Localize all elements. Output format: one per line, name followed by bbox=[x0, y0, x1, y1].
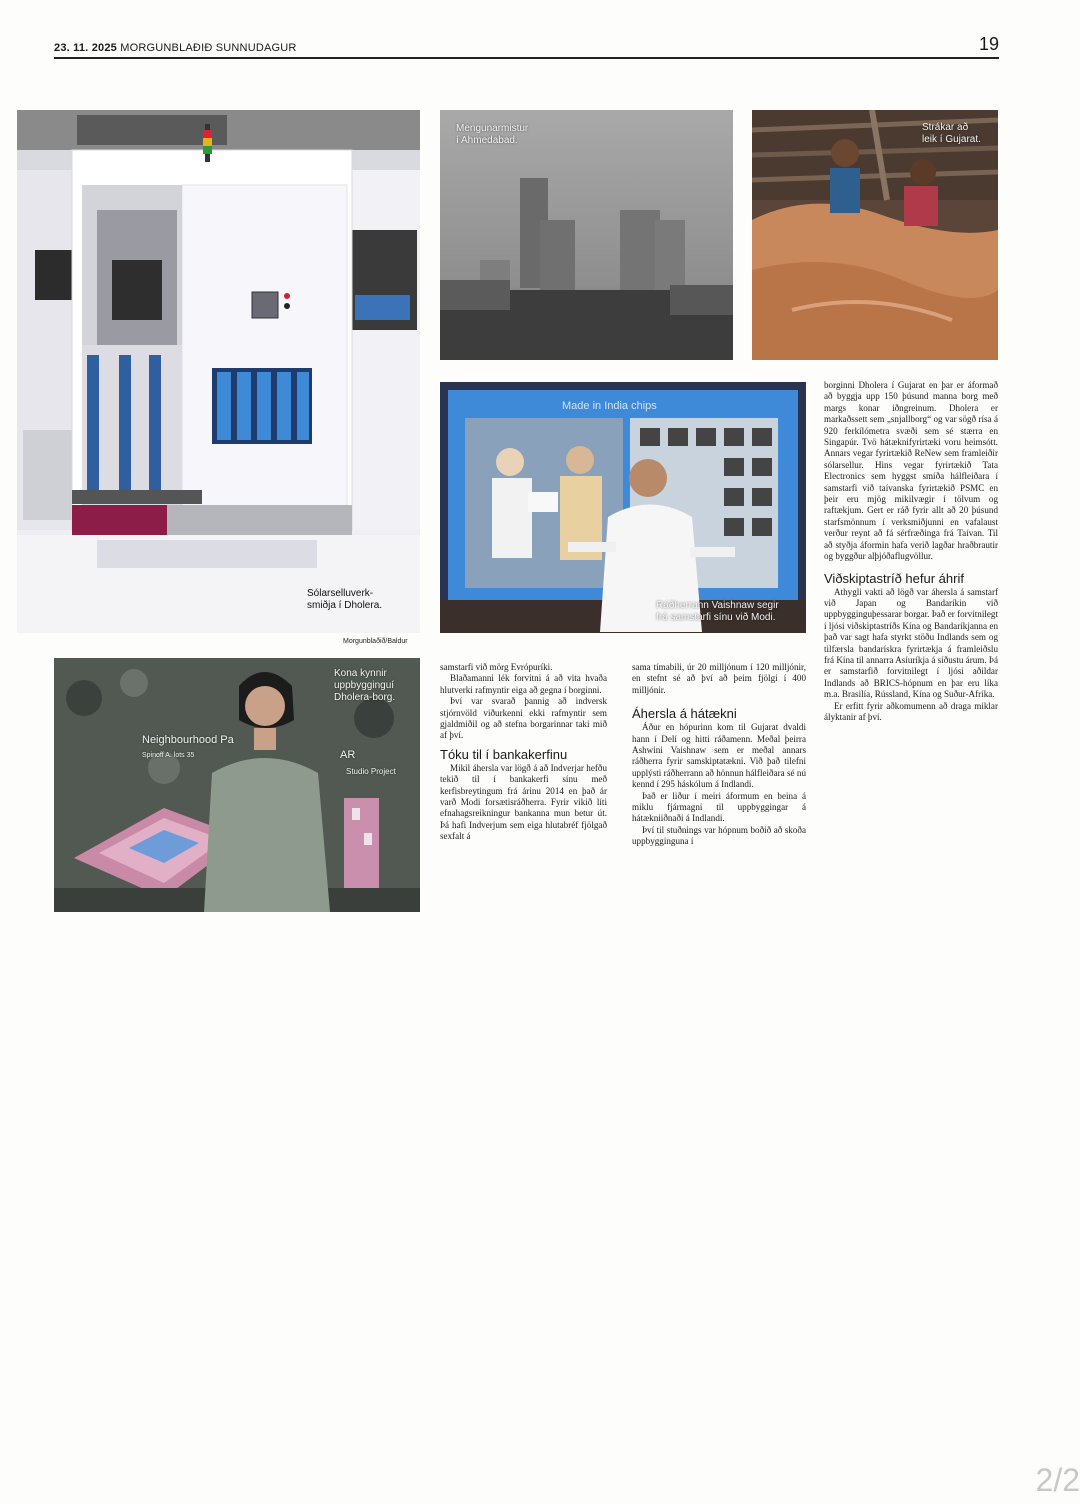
factory-caption-line1: Sólarselluverk- bbox=[307, 588, 374, 599]
minister-caption-line2: frá samstarfi sínu við Modi. bbox=[656, 612, 776, 623]
header-rule bbox=[54, 57, 999, 59]
city-caption-line2: í Ahmedabad. bbox=[456, 135, 518, 146]
woman-caption-line2: uppbygginguí bbox=[334, 680, 395, 691]
children-caption-line2: leik í Gujarat. bbox=[922, 134, 981, 145]
article-paragraph: Því til stuðnings var hópnum boðið að skoða uppbygginguna í bbox=[632, 824, 806, 847]
woman-board-subtitle: Spinoff A. lots 35 bbox=[142, 752, 195, 759]
header-date: 23. 11. 2025 bbox=[54, 42, 117, 54]
woman-caption-line1: Kona kynnir bbox=[334, 668, 387, 679]
article-paragraph: Því var svarað þannig að indversk stjórnvöld viðurkenni ekki rafmyntir sem gjaldmiðil og að stefna borgarinnar taki mið af því. bbox=[440, 696, 607, 741]
article-paragraph: Áður en hópurinn kom til Gujarat dvaldi hann í Delí og hitti ráðamenn. Meðal þeirra Ashwini Vaishnaw sem er meðal annars ráðherra fyrir samskiptatækni. Við það tilefni upplýsti ráðherrann að hönnun hálfleiðara sé nú kennd í 295 háskólum á Indlandi. bbox=[632, 722, 806, 790]
article-paragraph: Blaðamanni lék forvitni á að vita hvaða hlutverki rafmyntir eiga að gegna í borginni. bbox=[440, 673, 607, 695]
article-paragraph: Það er liður í meiri áformum en beina á miklu fjármagni til uppbyggingar á hátækniiðnaði á Indlandi. bbox=[632, 790, 806, 824]
heading-hataekni: Áhersla á hátækni bbox=[632, 706, 737, 722]
article-paragraph: samstarfi við mörg Evrópuríki. bbox=[440, 662, 553, 672]
factory-caption bbox=[307, 588, 417, 612]
woman-board-right2: Studio Project bbox=[346, 767, 396, 776]
header-publication: MORGUNBLAÐIÐ SUNNUDAGUR bbox=[120, 42, 297, 54]
article-paragraph: Athygli vakti að lögð var áhersla á samstarf við Japan og Bandaríkin við uppbygginguþessarar borgar. Það er forvitnilegt í ljósi viðskiptastríðs Kína og Bandaríkjanna en það var sagt hafa styrkt stöðu Indlands sem og tilfærsla bandarískra fyrirtækja á framleiðslu frá Kína til annarra Asíuríkja á síðustu árum. Þá er samstarfið forvitnilegt í ljósi aðildar Indlands að BRICS-hópnum en þar eru líka m.a. Brasilía, Rússland, Kína og Suður-Afríka. bbox=[824, 586, 998, 700]
city-illustration bbox=[440, 110, 733, 360]
article-paragraph: Mikil áhersla var lögð á að Indverjar hefðu tekið til í bankakerfi sínu með kerfisbreytingum frá árinu 2014 en það ár varð Modi forsætisráðherra. Fyrir vikið líti efnahagsreikningur bankanna mun betur út. Þá hafi Indverjum sem eiga hlutabréf fjölgað sexfalt á bbox=[440, 762, 607, 842]
heading-vidskiptastrid: Viðskiptastríð hefur áhrif bbox=[824, 570, 964, 586]
factory-photo bbox=[17, 110, 420, 633]
children-photo bbox=[752, 110, 998, 360]
heading-bankakerfi: Tóku til í bankakerfinu bbox=[440, 746, 568, 762]
article-paragraph: sama tímabili, úr 20 milljónum í 120 milljónir, en stefnt sé að því að þeim fjölgi í 400 milljónir. bbox=[632, 662, 806, 695]
article-column-1 bbox=[440, 662, 607, 843]
minister-photo bbox=[440, 382, 806, 633]
page-header bbox=[54, 32, 999, 60]
minister-illustration bbox=[440, 382, 806, 633]
photo-credit: Morgunblaðið/Baldur bbox=[343, 638, 408, 645]
children-caption bbox=[922, 122, 998, 146]
woman-caption bbox=[334, 668, 420, 704]
woman-board-right: AR bbox=[340, 749, 356, 761]
city-caption bbox=[456, 123, 576, 147]
woman-caption-line3: Dholera-borg. bbox=[334, 692, 396, 703]
city-caption-line1: Mengunarmistur bbox=[456, 123, 529, 134]
children-caption-line1: Strákar að bbox=[922, 122, 969, 133]
article-paragraph: borginni Dholera í Gujarat en þar er áformað að byggja upp 150 þúsund manna borg með margs konar iðngreinum. Dholera er markaðssett sem „snjallborg“ og var sögð rísa á 920 ferkílómetra svæði sem sé stærra en Singapúr. Tvö hátæknifyrirtæki voru heimsótt. Annars vegar fyrirtækið ReNew sem framleiðir sólarsellur. Hins vegar fyrirtækið Tata Electronics sem hyggst smíða hálfleiðara í samstarfi við taívanska fyrirtækið PSMC en þeir eru mjög mikilvægir í tölvum og raftækjum. Gert er ráð fyrir allt að 20 þúsund starfsmönnum í verksmiðjunni en vafalaust verður reynt að fá sérfræðinga frá Taívan. Til að styðja áformin hafa verið lagðar hraðbrautir og byggður alþjóðaflugvöllur. bbox=[824, 380, 998, 562]
header-dateline bbox=[54, 42, 297, 54]
woman-photo bbox=[54, 658, 420, 912]
city-photo bbox=[440, 110, 733, 360]
page-indicator: 2/2 bbox=[1035, 1462, 1080, 1498]
children-illustration bbox=[752, 110, 998, 360]
article-column-2 bbox=[632, 662, 806, 848]
minister-caption bbox=[656, 600, 806, 624]
minister-screen-title: Made in India chips bbox=[562, 400, 657, 412]
factory-caption-line2: smiðja í Dholera. bbox=[307, 600, 383, 611]
woman-board-title: Neighbourhood Pa bbox=[142, 734, 234, 746]
factory-illustration bbox=[17, 110, 420, 633]
article-paragraph: Er erfitt fyrir aðkomumenn að draga miklar ályktanir af því. bbox=[824, 700, 998, 722]
header-page-number: 19 bbox=[978, 34, 999, 54]
minister-caption-line1: Ráðherrann Vaishnaw segir bbox=[656, 600, 779, 611]
article-column-right bbox=[824, 380, 998, 723]
